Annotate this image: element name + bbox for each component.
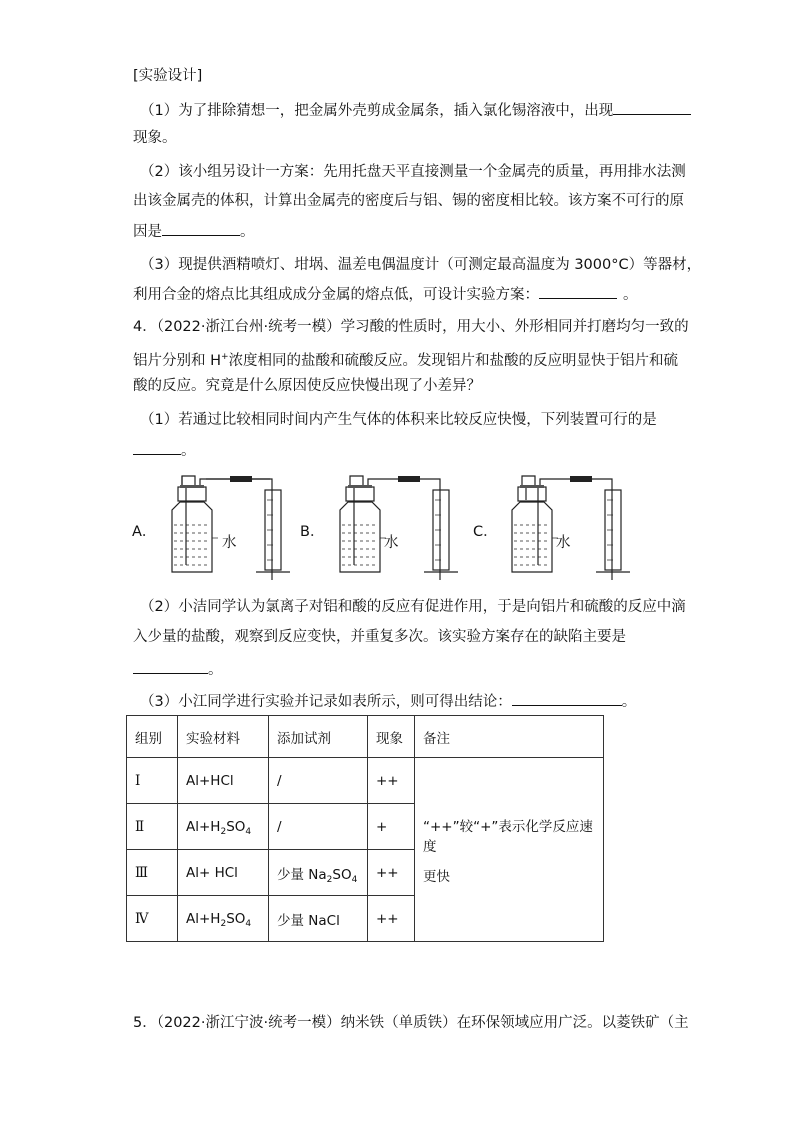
table-header: 现象 bbox=[368, 716, 415, 758]
answer-blank[interactable] bbox=[133, 440, 181, 455]
water-label-a: 水 bbox=[222, 535, 237, 551]
apparatus-b-diagram bbox=[328, 470, 458, 580]
apparatus-c-diagram bbox=[500, 470, 630, 580]
q4-intro-line3: 酸的反应。究竟是什么原因使反应快慢出现了小差异？ bbox=[133, 378, 481, 394]
results-table bbox=[126, 715, 604, 942]
q3-part3-line1: （3）现提供酒精喷灯、坩埚、温差电偶温度计（可测定最高温度为 3000°C）等器材， bbox=[140, 257, 702, 273]
table-cell-phenomenon: + bbox=[368, 804, 415, 850]
q4-part3-line1: （3）小江同学进行实验并记录如表所示，则可得出结论： 。 bbox=[140, 691, 636, 712]
table-header: 添加试剂 bbox=[269, 716, 368, 758]
water-label-c: 水 bbox=[556, 535, 571, 551]
section-title: [实验设计] bbox=[133, 68, 203, 84]
table-cell-reagent: / bbox=[269, 758, 368, 804]
table-header-row bbox=[127, 716, 604, 758]
q3-part1-line2: 现象。 bbox=[133, 130, 177, 146]
table-cell-group: Ⅲ bbox=[127, 850, 178, 896]
table-row bbox=[127, 758, 604, 804]
table-cell-group: Ⅰ bbox=[127, 758, 178, 804]
q3-part2-line2: 出该金属壳的体积，计算出金属壳的密度后与铝、锡的密度相比较。该方案不可行的原 bbox=[133, 193, 684, 209]
q3-part3-line2: 利用合金的熔点比其组成成分金属的熔点低，可设计实验方案： 。 bbox=[133, 284, 638, 305]
apparatus-a-label: A． bbox=[132, 524, 157, 540]
table-cell-material: $Al+H_2SO_4$ bbox=[178, 896, 269, 942]
table-cell-group: Ⅳ bbox=[127, 896, 178, 942]
apparatus-c-label: C． bbox=[473, 524, 498, 540]
table-cell-material: Al+HCl bbox=[178, 758, 269, 804]
table-cell-note: “++”较“+”表示化学反应速度 更快 bbox=[415, 758, 604, 942]
table-cell-reagent: 少量 $Na_2SO_4$ bbox=[269, 850, 368, 896]
apparatus-b-label: B． bbox=[300, 524, 325, 540]
table-cell-phenomenon: ++ bbox=[368, 896, 415, 942]
table-header: 组别 bbox=[127, 716, 178, 758]
q4-part2-line1: （2）小洁同学认为氯离子对铝和酸的反应有促进作用，于是向铝片和硫酸的反应中滴 bbox=[140, 599, 686, 615]
q4-intro-line2: 铝片分别和 H+浓度相同的盐酸和硫酸反应。发现铝片和盐酸的反应明显快于铝片和硫 bbox=[133, 352, 679, 369]
q4-part1-line1: （1）若通过比较相同时间内产生气体的体积来比较反应快慢，下列装置可行的是 bbox=[140, 412, 657, 428]
q4-intro-line1: 4．（2022·浙江台州·统考一模）学习酸的性质时，用大小、外形相同并打磨均匀一致的 bbox=[133, 319, 689, 335]
table-cell-group: Ⅱ bbox=[127, 804, 178, 850]
water-label-b: 水 bbox=[384, 535, 399, 551]
answer-blank[interactable] bbox=[512, 691, 622, 706]
q4-part1-line2: 。 bbox=[133, 440, 196, 461]
q3-part2-line1: （2）该小组另设计一方案：先用托盘天平直接测量一个金属壳的质量，再用排水法测 bbox=[140, 164, 686, 180]
q4-part2-line3: 。 bbox=[133, 659, 223, 680]
table-cell-phenomenon: ++ bbox=[368, 758, 415, 804]
table-cell-reagent: 少量 NaCl bbox=[269, 896, 368, 942]
table-header: 实验材料 bbox=[178, 716, 269, 758]
apparatus-a-diagram bbox=[160, 470, 290, 580]
q3-part1-line1: （1）为了排除猜想一，把金属外壳剪成金属条，插入氯化锡溶液中，出现 bbox=[140, 100, 691, 121]
answer-blank[interactable] bbox=[162, 221, 240, 236]
q3-part2-line3: 因是 。 bbox=[133, 221, 255, 242]
table-header: 备注 bbox=[415, 716, 604, 758]
answer-blank[interactable] bbox=[613, 100, 691, 115]
q5-intro: 5．（2022·浙江宁波·统考一模）纳米铁（单质铁）在环保领域应用广泛。以菱铁矿（主 bbox=[133, 1015, 689, 1031]
table-cell-material: Al+ HCl bbox=[178, 850, 269, 896]
answer-blank[interactable] bbox=[133, 659, 208, 674]
answer-blank[interactable] bbox=[539, 284, 617, 299]
table-cell-phenomenon: ++ bbox=[368, 850, 415, 896]
q4-part2-line2: 入少量的盐酸，观察到反应变快，并重复多次。该实验方案存在的缺陷主要是 bbox=[133, 629, 626, 645]
table-cell-reagent: / bbox=[269, 804, 368, 850]
table-cell-material: $Al+H_2SO_4$ bbox=[178, 804, 269, 850]
